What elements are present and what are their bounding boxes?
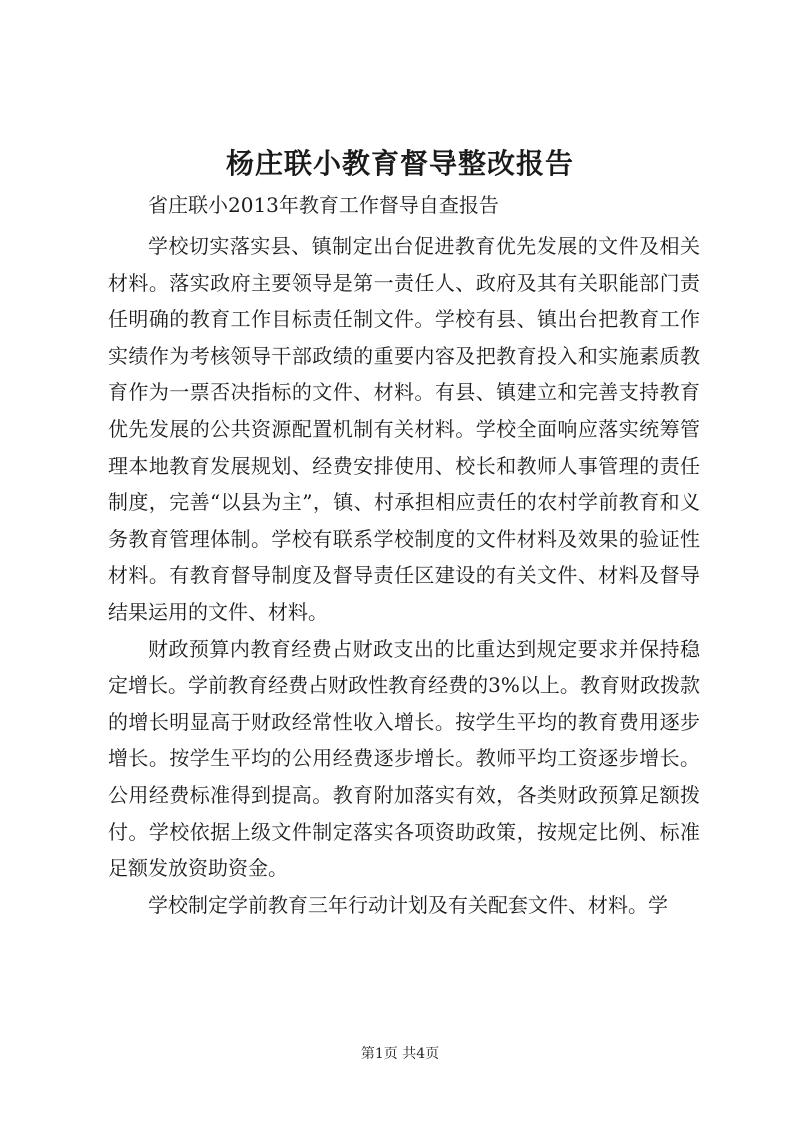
paragraph-1: 学校切实落实县、镇制定出台促进教育优先发展的文件及相关材料。落实政府主要领导是第一责任人、政府及其有关职能部门责任明确的教育工作目标责任制文件。学校有县、镇出台把教育工作实绩作为考核领导干部政绩的重要内容及把教育投入和实施素质教育作为一票否决指标的文件、材料。有县、镇建立和完善支持教育优先发展的公共资源配置机制有关材料。学校全面响应落实统筹管理本地教育发展规划、经费安排使用、校长和教师人事管理的责任制度，完善“以县为主”，镇、村承担相应责任的农村学前教育和义务教育管理体制。学校有联系学校制度的文件材料及效果的验证性材料。有教育督导制度及督导责任区建设的有关文件、材料及督导结果运用的文件、材料。 bbox=[108, 234, 700, 624]
paragraph-3: 学校制定学前教育三年行动计划及有关配套文件、材料。学 bbox=[148, 892, 668, 917]
paragraph-2: 财政预算内教育经费占财政支出的比重达到规定要求并保持稳定增长。学前教育经费占财政性教育经费的3%以上。教育财政拨款的增长明显高于财政经常性收入增长。按学生平均的教育费用逐步增长。按学生平均的公用经费逐步增长。教师平均工资逐步增长。公用经费标准得到提高。教育附加落实有效，各类财政预算足额拨付。学校依据上级文件制定落实各项资助政策，按规定比例、标准足额发放资助资金。 bbox=[108, 636, 700, 881]
page-footer: 第1页 共4页 bbox=[360, 1046, 440, 1062]
document-body bbox=[108, 228, 700, 923]
document-title: 杨庄联小教育督导整改报告 bbox=[225, 147, 574, 180]
document-subtitle: 省庄联小2013年教育工作督导自查报告 bbox=[148, 193, 499, 217]
